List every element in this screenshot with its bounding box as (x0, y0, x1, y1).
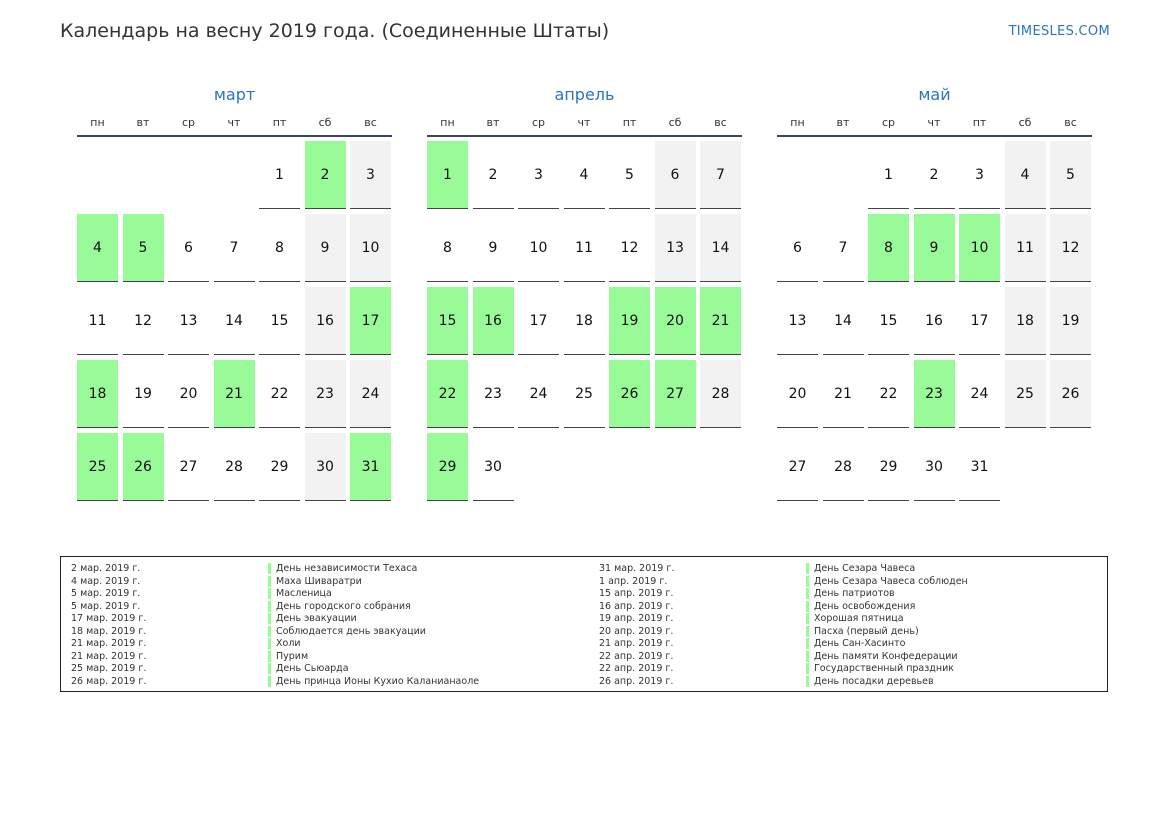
holiday-date: 17 мар. 2019 г. (71, 613, 147, 624)
day-cell[interactable]: 18 (1005, 287, 1046, 355)
day-cell[interactable]: 12 (1050, 214, 1091, 282)
legend-row (599, 576, 674, 589)
day-cell[interactable]: 18 (564, 287, 605, 355)
holiday-date: 22 апр. 2019 г. (599, 663, 674, 674)
legend-row (806, 576, 968, 589)
day-cell[interactable]: 28 (700, 360, 741, 428)
weekday-label: вс (714, 116, 727, 129)
weekday-label: вт (486, 116, 500, 129)
day-cell[interactable]: 17 (350, 287, 391, 355)
legend-row (806, 663, 968, 676)
empty-cell (168, 141, 209, 209)
legend-row (599, 663, 674, 676)
day-cell[interactable]: 17 (959, 287, 1000, 355)
day-cell[interactable]: 16 (473, 287, 514, 355)
legend-row (71, 601, 146, 614)
holiday-date: 22 апр. 2019 г. (599, 650, 674, 662)
holiday-name: День Сезара Чавеса (806, 563, 915, 574)
legend-row (268, 601, 479, 614)
day-cell[interactable]: 11 (1005, 214, 1046, 282)
holiday-date: 18 мар. 2019 г. (71, 625, 147, 637)
day-cell[interactable]: 3 (959, 141, 1000, 209)
day-cell[interactable]: 26 (609, 360, 650, 428)
day-cell[interactable]: 10 (959, 214, 1000, 282)
weekday-label: пн (90, 116, 105, 129)
day-cell[interactable]: 7 (700, 141, 741, 209)
month-march (77, 84, 392, 501)
day-cell[interactable]: 13 (168, 287, 209, 355)
legend-left-names (268, 563, 479, 688)
day-cell[interactable]: 16 (914, 287, 955, 355)
holiday-name: День посадки деревьев (806, 676, 934, 687)
days-grid (427, 141, 742, 501)
day-cell[interactable]: 25 (564, 360, 605, 428)
empty-cell (214, 141, 255, 209)
empty-cell (123, 141, 164, 209)
day-cell[interactable]: 18 (77, 360, 118, 428)
weekday-row (427, 116, 742, 137)
holiday-name: День патриотов (806, 588, 895, 599)
legend-row (268, 626, 479, 639)
legend-row (599, 626, 674, 639)
day-cell[interactable]: 13 (777, 287, 818, 355)
day-cell[interactable]: 15 (427, 287, 468, 355)
day-cell[interactable]: 8 (868, 214, 909, 282)
day-cell[interactable]: 7 (823, 214, 864, 282)
weekday-label: ср (181, 116, 196, 129)
day-cell[interactable]: 19 (609, 287, 650, 355)
holiday-name: Соблюдается день эвакуации (268, 626, 426, 637)
legend-row (806, 601, 968, 614)
day-cell[interactable]: 6 (777, 214, 818, 282)
holiday-date: 31 мар. 2019 г. (599, 563, 675, 574)
weekday-label: вс (364, 116, 377, 129)
legend-row (268, 613, 479, 626)
weekday-label: сб (668, 116, 682, 129)
day-cell[interactable]: 9 (305, 214, 346, 282)
legend-row (806, 638, 968, 651)
weekday-label: пн (440, 116, 455, 129)
empty-cell (77, 141, 118, 209)
legend-row (806, 626, 968, 639)
holiday-date: 4 мар. 2019 г. (71, 575, 141, 587)
weekday-label: пт (972, 116, 987, 129)
day-cell[interactable]: 29 (868, 433, 909, 501)
holiday-date: 15 апр. 2019 г. (599, 588, 674, 599)
day-cell[interactable]: 25 (1005, 360, 1046, 428)
holiday-date: 16 апр. 2019 г. (599, 600, 674, 612)
day-cell[interactable]: 14 (823, 287, 864, 355)
weekday-label: ср (881, 116, 896, 129)
weekday-row (77, 116, 392, 137)
holiday-name: Государственный праздник (806, 663, 954, 674)
day-cell[interactable]: 15 (259, 287, 300, 355)
day-cell[interactable]: 20 (168, 360, 209, 428)
legend-row (599, 651, 674, 664)
legend-row (268, 588, 479, 601)
day-cell[interactable]: 2 (473, 141, 514, 209)
day-cell[interactable]: 22 (868, 360, 909, 428)
legend-row (599, 601, 674, 614)
day-cell[interactable]: 28 (823, 433, 864, 501)
day-cell[interactable]: 4 (564, 141, 605, 209)
day-cell[interactable]: 2 (305, 141, 346, 209)
day-cell[interactable]: 3 (518, 141, 559, 209)
day-cell[interactable]: 21 (823, 360, 864, 428)
day-cell[interactable]: 14 (214, 287, 255, 355)
day-cell[interactable]: 12 (609, 214, 650, 282)
day-cell[interactable]: 1 (868, 141, 909, 209)
day-cell[interactable]: 19 (123, 360, 164, 428)
weekday-label: вс (1064, 116, 1077, 129)
legend-row (71, 626, 146, 639)
legend-row (71, 576, 146, 589)
day-cell[interactable]: 2 (914, 141, 955, 209)
legend-row (599, 588, 674, 601)
holiday-name: День Сьюарда (268, 663, 349, 674)
weekday-row (777, 116, 1092, 137)
day-cell[interactable]: 4 (77, 214, 118, 282)
holiday-name: Пурим (268, 651, 308, 662)
day-cell[interactable]: 21 (700, 287, 741, 355)
day-cell[interactable]: 5 (609, 141, 650, 209)
day-cell[interactable]: 8 (427, 214, 468, 282)
legend-right-names (806, 563, 968, 688)
legend-row (71, 563, 146, 576)
legend-row (599, 676, 674, 689)
legend-row (71, 676, 146, 689)
day-cell[interactable]: 26 (1050, 360, 1091, 428)
day-cell[interactable]: 9 (914, 214, 955, 282)
holiday-date: 26 апр. 2019 г. (599, 675, 674, 687)
day-cell[interactable]: 16 (305, 287, 346, 355)
month-name: апрель (554, 85, 615, 104)
weekday-label: пт (622, 116, 637, 129)
legend-row (806, 613, 968, 626)
legend-row (71, 638, 146, 651)
day-cell[interactable]: 7 (214, 214, 255, 282)
weekday-label: сб (1018, 116, 1032, 129)
legend-row (71, 663, 146, 676)
day-cell[interactable]: 29 (427, 433, 468, 501)
day-cell[interactable]: 3 (350, 141, 391, 209)
legend-row (268, 638, 479, 651)
day-cell[interactable]: 24 (518, 360, 559, 428)
legend-left-dates (71, 563, 146, 688)
weekday-label: вт (136, 116, 150, 129)
day-cell[interactable]: 15 (868, 287, 909, 355)
holiday-name: Маха Шиваратри (268, 576, 362, 587)
day-cell[interactable]: 10 (350, 214, 391, 282)
day-cell[interactable]: 27 (655, 360, 696, 428)
day-cell[interactable]: 24 (350, 360, 391, 428)
month-may (777, 84, 1092, 501)
day-cell[interactable]: 22 (259, 360, 300, 428)
day-cell[interactable]: 12 (123, 287, 164, 355)
legend-row (599, 638, 674, 651)
day-cell[interactable]: 8 (259, 214, 300, 282)
day-cell[interactable]: 27 (168, 433, 209, 501)
legend-right-dates (599, 563, 674, 688)
day-cell[interactable]: 17 (518, 287, 559, 355)
day-cell[interactable]: 22 (427, 360, 468, 428)
holiday-date: 19 апр. 2019 г. (599, 613, 674, 624)
weekday-label: чт (927, 116, 941, 129)
holiday-name: День Сезара Чавеса соблюден (806, 576, 968, 587)
day-cell[interactable]: 9 (473, 214, 514, 282)
days-grid (77, 141, 392, 501)
weekday-label: пн (790, 116, 805, 129)
legend-row (71, 588, 146, 601)
holiday-name: День памяти Конфедерации (806, 651, 958, 662)
day-cell[interactable]: 29 (259, 433, 300, 501)
day-cell[interactable]: 11 (77, 287, 118, 355)
legend-row (268, 676, 479, 689)
month-april (427, 84, 742, 501)
legend-row (806, 588, 968, 601)
day-cell[interactable]: 10 (518, 214, 559, 282)
weekday-label: сб (318, 116, 332, 129)
holiday-name: День эвакуации (268, 613, 357, 624)
day-cell[interactable]: 1 (259, 141, 300, 209)
legend-row (268, 576, 479, 589)
holiday-date: 21 мар. 2019 г. (71, 650, 147, 662)
holiday-name: Холи (268, 638, 301, 649)
weekday-label: ср (531, 116, 546, 129)
day-cell[interactable]: 28 (214, 433, 255, 501)
day-cell[interactable]: 5 (123, 214, 164, 282)
day-cell[interactable]: 23 (305, 360, 346, 428)
holiday-date: 21 апр. 2019 г. (599, 638, 674, 649)
weekday-label: пт (272, 116, 287, 129)
day-cell[interactable]: 19 (1050, 287, 1091, 355)
legend-row (71, 651, 146, 664)
holiday-name: День городского собрания (268, 601, 411, 612)
legend-row (599, 613, 674, 626)
day-cell[interactable]: 26 (123, 433, 164, 501)
holiday-date: 25 мар. 2019 г. (71, 663, 147, 674)
holiday-name: Хорошая пятница (806, 613, 904, 624)
day-cell[interactable]: 23 (914, 360, 955, 428)
legend-row (268, 663, 479, 676)
legend-row (806, 651, 968, 664)
holiday-date: 2 мар. 2019 г. (71, 563, 141, 574)
month-name: май (918, 85, 951, 104)
day-cell[interactable]: 4 (1005, 141, 1046, 209)
day-cell[interactable]: 20 (655, 287, 696, 355)
day-cell[interactable]: 14 (700, 214, 741, 282)
holiday-name: Пасха (первый день) (806, 626, 919, 637)
holiday-name: День Сан-Хасинто (806, 638, 905, 649)
day-cell[interactable]: 30 (305, 433, 346, 501)
holiday-date: 20 апр. 2019 г. (599, 625, 674, 637)
day-cell[interactable]: 23 (473, 360, 514, 428)
holiday-date: 5 мар. 2019 г. (71, 600, 141, 612)
day-cell[interactable]: 13 (655, 214, 696, 282)
legend-row (806, 563, 968, 576)
weekday-label: чт (577, 116, 591, 129)
weekday-label: вт (836, 116, 850, 129)
page-title: Календарь на весну 2019 года. (Соединенные Штаты) (60, 20, 610, 42)
day-cell[interactable]: 21 (214, 360, 255, 428)
legend-row (806, 676, 968, 689)
day-cell[interactable]: 6 (168, 214, 209, 282)
legend-row (599, 563, 674, 576)
days-grid (777, 141, 1092, 501)
legend-row (71, 613, 146, 626)
holiday-date: 5 мар. 2019 г. (71, 588, 141, 599)
legend-row (268, 651, 479, 664)
day-cell[interactable]: 5 (1050, 141, 1091, 209)
holiday-legend (60, 556, 1108, 692)
day-cell[interactable]: 30 (914, 433, 955, 501)
day-cell[interactable]: 20 (777, 360, 818, 428)
holiday-date: 1 апр. 2019 г. (599, 575, 668, 587)
day-cell[interactable]: 1 (427, 141, 468, 209)
holiday-name: Масленица (268, 588, 332, 599)
day-cell[interactable]: 6 (655, 141, 696, 209)
day-cell[interactable]: 30 (473, 433, 514, 501)
weekday-label: чт (227, 116, 241, 129)
holiday-name: День освобождения (806, 601, 915, 612)
empty-cell (777, 141, 818, 209)
site-link[interactable]: TIMESLES.COM (1008, 24, 1110, 39)
day-cell[interactable]: 31 (350, 433, 391, 501)
day-cell[interactable]: 31 (959, 433, 1000, 501)
day-cell[interactable]: 24 (959, 360, 1000, 428)
holiday-name: День принца Ионы Кухио Каланианаоле (268, 676, 479, 687)
holiday-date: 26 мар. 2019 г. (71, 675, 147, 687)
legend-row (268, 563, 479, 576)
holiday-name: День независимости Техаса (268, 563, 417, 574)
day-cell[interactable]: 25 (77, 433, 118, 501)
empty-cell (823, 141, 864, 209)
day-cell[interactable]: 11 (564, 214, 605, 282)
month-name: март (213, 85, 256, 104)
day-cell[interactable]: 27 (777, 433, 818, 501)
holiday-date: 21 мар. 2019 г. (71, 638, 147, 649)
